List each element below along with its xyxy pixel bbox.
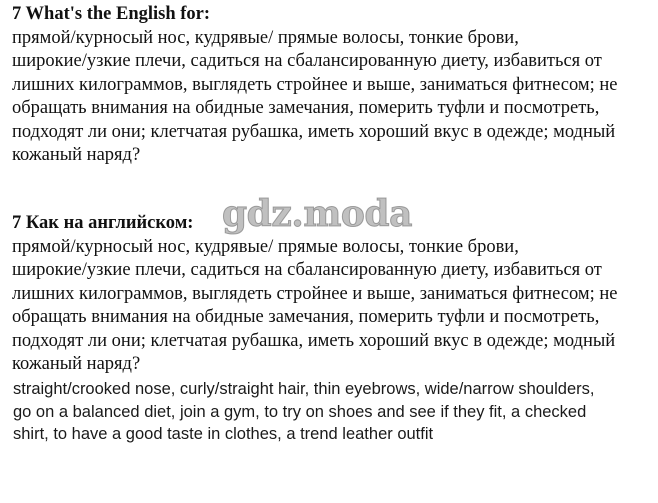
question-line: обращать внимания на обидные замечания, померить туфли и посмотреть, bbox=[12, 98, 600, 118]
english-question-heading: 7 What's the English for: bbox=[12, 4, 211, 24]
answer-line: straight/crooked nose, curly/straight hair, thin eyebrows, wide/narrow shoulders, bbox=[13, 380, 595, 398]
question-line: подходят ли они; клетчатая рубашка, иметь хороший вкус в одежде; модный bbox=[12, 121, 616, 142]
question-line: лишних килограммов, выглядеть стройнее и выше, заниматься фитнесом; не bbox=[12, 74, 618, 95]
answer-line: go on a balanced diet, join a gym, to try on shoes and see if they fit, a checked bbox=[13, 402, 587, 421]
question-line: прямой/курносый нос, кудрявые/ прямые волосы, тонкие брови, bbox=[12, 236, 519, 257]
question-line: лишних килограммов, выглядеть стройнее и выше, заниматься фитнесом; не bbox=[12, 283, 618, 304]
question-line: широкие/узкие плечи, садиться на сбалансированную диету, избавиться от bbox=[12, 51, 602, 71]
question-line: прямой/курносый нос, кудрявые/ прямые волосы, тонкие брови, bbox=[12, 27, 519, 48]
question-line: кожаный наряд? bbox=[12, 354, 141, 374]
question-line: обращать внимания на обидные замечания, померить туфли и посмотреть, bbox=[12, 307, 600, 327]
answer-line: shirt, to have a good taste in clothes, a trend leather outfit bbox=[13, 425, 434, 443]
question-line: широкие/узкие плечи, садиться на сбалансированную диету, избавиться от bbox=[12, 260, 602, 280]
russian-question-block bbox=[12, 212, 648, 377]
question-line: подходят ли они; клетчатая рубашка, иметь хороший вкус в одежде; модный bbox=[12, 330, 616, 351]
answer-block bbox=[13, 378, 643, 446]
english-question-block bbox=[12, 3, 648, 168]
question-line: кожаный наряд? bbox=[12, 145, 141, 165]
russian-question-heading: 7 Как на английском: bbox=[12, 213, 194, 233]
site-watermark: gdz.moda bbox=[222, 193, 412, 235]
